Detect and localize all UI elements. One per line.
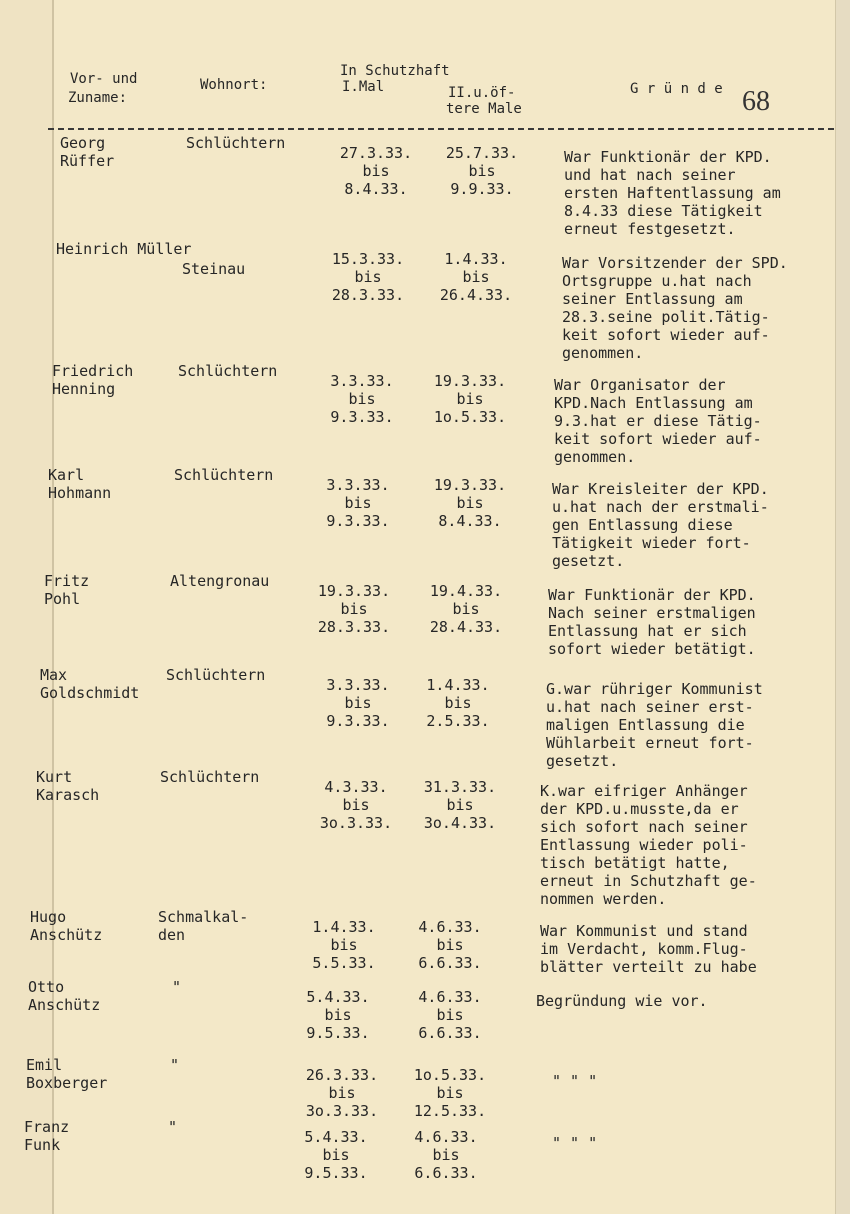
repeat-custody-to: 12.5.33.	[413, 1102, 487, 1120]
person-last-name: Anschütz	[28, 996, 101, 1014]
header-repeat-line1: II.u.öf-	[448, 85, 516, 101]
reason-line: Nach seiner erstmaligen	[548, 604, 756, 622]
first-custody-bis: bis	[324, 1006, 352, 1024]
reason-line: und hat nach seiner	[564, 166, 736, 184]
reason-line: War Organisator der	[554, 376, 726, 394]
reason-line: War Vorsitzender der SPD.	[562, 254, 788, 272]
person-first-name: Max	[40, 666, 68, 684]
person-first-name: Karl	[48, 466, 85, 484]
first-custody-bis: bis	[340, 600, 368, 618]
first-custody-to: 9.3.33.	[330, 408, 394, 426]
repeat-custody-bis: bis	[436, 1006, 464, 1024]
reason-line: gesetzt.	[546, 752, 619, 770]
first-custody-from: 4.3.33.	[324, 778, 388, 796]
reason-line: erneut in Schutzhaft ge-	[540, 872, 757, 890]
first-custody-to: 3o.3.33.	[319, 814, 393, 832]
first-custody-bis: bis	[344, 494, 372, 512]
repeat-custody-from: 19.4.33.	[429, 582, 503, 600]
reason-line: maligen Entlassung die	[546, 716, 745, 734]
reason-line: " " "	[552, 1072, 598, 1090]
first-custody-bis: bis	[354, 268, 382, 286]
repeat-custody-from: 1.4.33.	[444, 250, 508, 268]
repeat-custody-bis: bis	[436, 1084, 464, 1102]
first-custody-bis: bis	[330, 936, 358, 954]
reason-line: " " "	[552, 1134, 598, 1152]
first-custody-from: 3.3.33.	[326, 476, 390, 494]
reason-line: 28.3.seine polit.Tätig-	[562, 308, 770, 326]
reason-line: 8.4.33 diese Tätigkeit	[564, 202, 763, 220]
first-custody-bis: bis	[328, 1084, 356, 1102]
person-last-name: Boxberger	[26, 1074, 108, 1092]
residence: Schlüchtern	[166, 666, 266, 684]
repeat-custody-to: 1o.5.33.	[433, 408, 507, 426]
person-first-name: Emil	[26, 1056, 63, 1074]
residence: Schlüchtern	[174, 466, 274, 484]
reason-line: nommen werden.	[540, 890, 667, 908]
repeat-custody-bis: bis	[462, 268, 490, 286]
first-custody-to: 9.3.33.	[326, 712, 390, 730]
residence: Schlüchtern	[178, 362, 278, 380]
reason-line: genommen.	[562, 344, 644, 362]
repeat-custody-to: 3o.4.33.	[423, 814, 497, 832]
header-custody: In Schutzhaft	[340, 63, 450, 79]
repeat-custody-to: 8.4.33.	[438, 512, 502, 530]
repeat-custody-from: 19.3.33.	[433, 476, 507, 494]
person-first-name: Hugo	[30, 908, 67, 926]
repeat-custody-bis: bis	[456, 390, 484, 408]
header-name-line2: Zuname:	[68, 90, 128, 106]
reason-line: der KPD.u.musste,da er	[540, 800, 739, 818]
repeat-custody-from: 19.3.33.	[433, 372, 507, 390]
person-first-name: Friedrich	[52, 362, 134, 380]
first-custody-bis: bis	[322, 1146, 350, 1164]
reason-line: gen Entlassung diese	[552, 516, 733, 534]
page-number: 68	[742, 86, 770, 117]
person-last-name: Rüffer	[60, 152, 115, 170]
first-custody-bis: bis	[348, 390, 376, 408]
first-custody-to: 3o.3.33.	[305, 1102, 379, 1120]
reason-line: ersten Haftentlassung am	[564, 184, 781, 202]
first-custody-from: 5.4.33.	[306, 988, 370, 1006]
repeat-custody-to: 9.9.33.	[450, 180, 514, 198]
header-reasons: G r ü n d e	[630, 81, 723, 97]
residence: Schlüchtern	[186, 134, 286, 152]
reason-line: G.war rühriger Kommunist	[546, 680, 763, 698]
first-custody-to: 28.3.33.	[331, 286, 405, 304]
reason-line: tisch betätigt hatte,	[540, 854, 730, 872]
repeat-custody-bis: bis	[468, 162, 496, 180]
first-custody-from: 15.3.33.	[331, 250, 405, 268]
repeat-custody-bis: bis	[444, 694, 472, 712]
repeat-custody-from: 1o.5.33.	[413, 1066, 487, 1084]
person-last-name: Hohmann	[48, 484, 112, 502]
header-rule	[48, 128, 834, 130]
first-custody-from: 5.4.33.	[304, 1128, 368, 1146]
repeat-custody-from: 4.6.33.	[418, 988, 482, 1006]
page-edge	[835, 0, 850, 1214]
person-last-name: Pohl	[44, 590, 81, 608]
person-first-name: Fritz	[44, 572, 90, 590]
first-custody-bis: bis	[342, 796, 370, 814]
repeat-custody-to: 2.5.33.	[426, 712, 490, 730]
person-first-name: Otto	[28, 978, 65, 996]
person-last-name: Goldschmidt	[40, 684, 140, 702]
header-repeat-line2: tere Male	[446, 101, 522, 117]
reason-line: War Kreisleiter der KPD.	[552, 480, 769, 498]
reason-line: sich sofort nach seiner	[540, 818, 748, 836]
reason-line: keit sofort wieder auf-	[562, 326, 770, 344]
repeat-custody-bis: bis	[432, 1146, 460, 1164]
reason-line: Entlassung wieder poli-	[540, 836, 748, 854]
person-last-name: Karasch	[36, 786, 100, 804]
person-last-name: Henning	[52, 380, 116, 398]
person-first-name: Kurt	[36, 768, 73, 786]
first-custody-to: 8.4.33.	[344, 180, 408, 198]
reason-line: War Kommunist und stand	[540, 922, 748, 940]
reason-line: Entlassung hat er sich	[548, 622, 747, 640]
person-first-name: Heinrich Müller	[56, 240, 192, 258]
reason-line: seiner Entlassung am	[562, 290, 743, 308]
person-first-name: Franz	[24, 1118, 70, 1136]
first-custody-from: 3.3.33.	[330, 372, 394, 390]
repeat-custody-from: 25.7.33.	[445, 144, 519, 162]
reason-line: im Verdacht, komm.Flug-	[540, 940, 748, 958]
repeat-custody-from: 4.6.33.	[414, 1128, 478, 1146]
first-custody-bis: bis	[344, 694, 372, 712]
residence: Schlüchtern	[160, 768, 260, 786]
reason-line: K.war eifriger Anhänger	[540, 782, 748, 800]
reason-line: gesetzt.	[552, 552, 625, 570]
residence: "	[172, 978, 182, 996]
repeat-custody-to: 26.4.33.	[439, 286, 513, 304]
person-last-name: Anschütz	[30, 926, 103, 944]
repeat-custody-to: 28.4.33.	[429, 618, 503, 636]
reason-line: blätter verteilt zu habe	[540, 958, 757, 976]
reason-line: sofort wieder betätigt.	[548, 640, 756, 658]
first-custody-to: 28.3.33.	[317, 618, 391, 636]
reason-line: u.hat nach der erstmali-	[552, 498, 769, 516]
residence: "	[170, 1056, 180, 1074]
reason-line: Wühlarbeit erneut fort-	[546, 734, 754, 752]
reason-line: Tätigkeit wieder fort-	[552, 534, 751, 552]
residence: Schmalkal-	[158, 908, 249, 926]
first-custody-to: 9.5.33.	[306, 1024, 370, 1042]
repeat-custody-from: 1.4.33.	[426, 676, 490, 694]
reason-line: keit sofort wieder auf-	[554, 430, 762, 448]
first-custody-from: 1.4.33.	[312, 918, 376, 936]
reason-line: u.hat nach seiner erst-	[546, 698, 754, 716]
person-last-name: Funk	[24, 1136, 61, 1154]
reason-line: genommen.	[554, 448, 636, 466]
repeat-custody-to: 6.6.33.	[418, 1024, 482, 1042]
first-custody-to: 9.5.33.	[304, 1164, 368, 1182]
first-custody-bis: bis	[362, 162, 390, 180]
repeat-custody-bis: bis	[452, 600, 480, 618]
repeat-custody-to: 6.6.33.	[414, 1164, 478, 1182]
repeat-custody-from: 31.3.33.	[423, 778, 497, 796]
first-custody-from: 19.3.33.	[317, 582, 391, 600]
residence: "	[168, 1118, 178, 1136]
first-custody-from: 27.3.33.	[339, 144, 413, 162]
reason-line: erneut festgesetzt.	[564, 220, 736, 238]
repeat-custody-bis: bis	[436, 936, 464, 954]
first-custody-to: 5.5.33.	[312, 954, 376, 972]
reason-line: 9.3.hat er diese Tätig-	[554, 412, 762, 430]
header-name-line1: Vor- und	[70, 71, 138, 87]
residence: Altengronau	[170, 572, 270, 590]
repeat-custody-from: 4.6.33.	[418, 918, 482, 936]
first-custody-to: 9.3.33.	[326, 512, 390, 530]
reason-line: War Funktionär der KPD.	[564, 148, 772, 166]
residence: Steinau	[182, 260, 246, 278]
first-custody-from: 3.3.33.	[326, 676, 390, 694]
residence: den	[158, 926, 186, 944]
reason-line: Begründung wie vor.	[536, 992, 708, 1010]
repeat-custody-bis: bis	[446, 796, 474, 814]
reason-line: KPD.Nach Entlassung am	[554, 394, 753, 412]
first-custody-from: 26.3.33.	[305, 1066, 379, 1084]
header-first-time: I.Mal	[342, 79, 385, 95]
repeat-custody-to: 6.6.33.	[418, 954, 482, 972]
repeat-custody-bis: bis	[456, 494, 484, 512]
reason-line: War Funktionär der KPD.	[548, 586, 756, 604]
person-first-name: Georg	[60, 134, 106, 152]
reason-line: Ortsgruppe u.hat nach	[562, 272, 752, 290]
header-residence: Wohnort:	[200, 77, 268, 93]
